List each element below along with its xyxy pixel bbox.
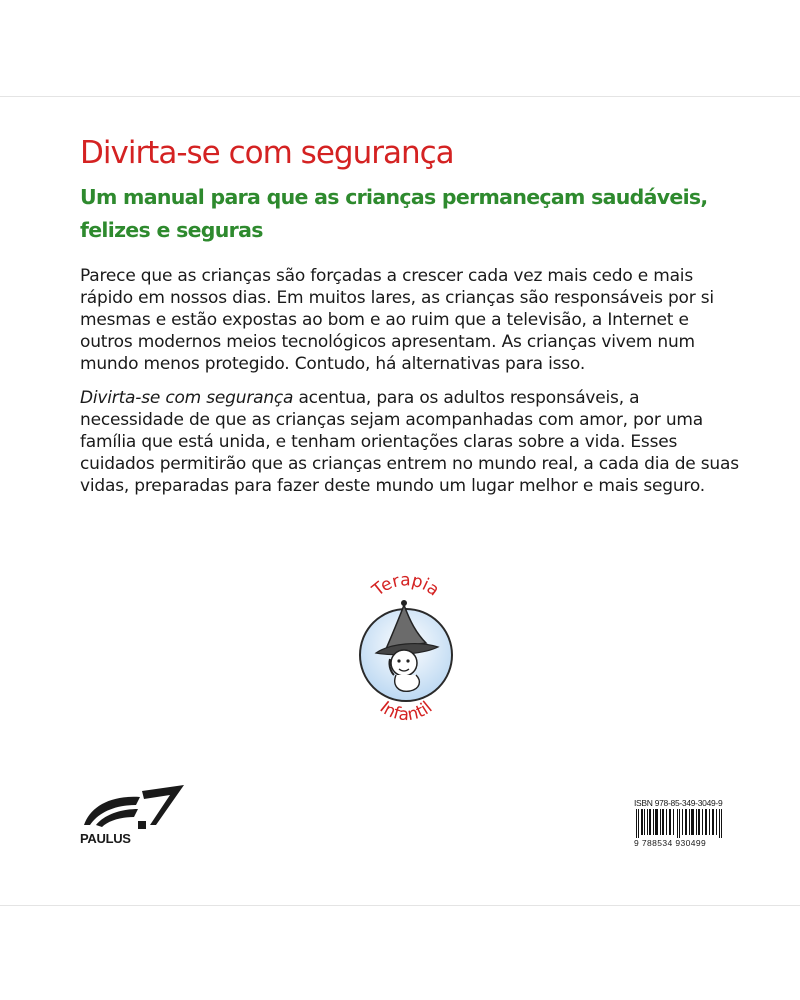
isbn-label: ISBN 978-85-349-3049-9 (634, 798, 723, 808)
isbn-barcode (634, 798, 724, 850)
synopsis (80, 265, 740, 509)
seal-top-word: Terapia (368, 570, 443, 601)
seal-bottom-word: Infantil (375, 697, 437, 723)
synopsis-title-reference: Divirta-se com segurança (80, 388, 294, 408)
book-subtitle: Um manual para que as crianças permaneçam saudáveis, felizes e seguras (80, 185, 708, 242)
synopsis-paragraph-1: Parece que as crianças são forçadas a crescer cada vez mais cedo e mais rápido em nossos dias. Em muitos lares, as crianças são responsáveis por si mesmas e estão expostas ao bom e ao ruim que a televisão, a Internet e outros modernos meios tecnológicos apresentam. As crianças vivem num mundo menos protegido. Contudo, há alternativas para isso. (80, 266, 714, 374)
gnome-child-icon (346, 563, 466, 723)
publisher-name: PAULUS (80, 831, 131, 846)
series-seal (346, 563, 466, 723)
synopsis-paragraph-2 (80, 387, 740, 497)
back-cover (0, 96, 800, 906)
barcode-digits: 9 788534 930499 (634, 838, 707, 848)
paulus-logo-icon (80, 785, 190, 831)
svg-text:Terapia (368, 570, 443, 601)
book-title: Divirta-se com segurança (80, 135, 454, 171)
publisher-logo (80, 785, 200, 855)
synopsis-paragraph-2-text: acentua, para os adultos responsáveis, a necessidade de que as crianças sejam acompanhadas com amor, por uma família que está unida, e tenham orientações claras sobre a vida. Esses cuidados permitirão que as crianças entrem no mundo real, a cada dia de suas vidas, preparadas para fazer deste mundo um lugar melhor e mais seguro. (80, 388, 739, 496)
barcode-bars (634, 809, 724, 838)
